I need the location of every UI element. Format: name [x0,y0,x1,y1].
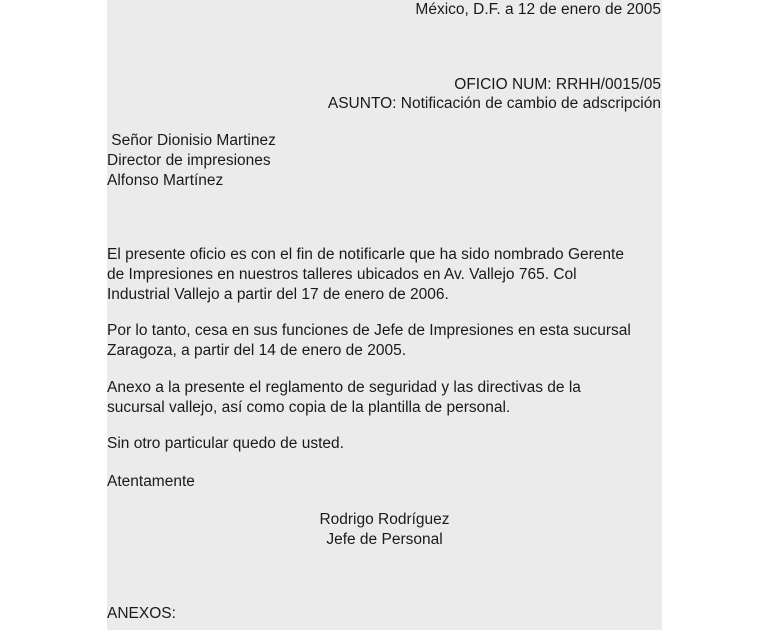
body-paragraph-3 [107,378,662,418]
body-paragraph-2 [107,321,662,361]
paragraph-line: de Impresiones en nuestros talleres ubicados en Av. Vallejo 765. Col [107,266,577,283]
body-paragraph-1 [107,245,662,305]
asunto-subject: ASUNTO: Notificación de cambio de adscripción [327,95,661,112]
paragraph-line: Por lo tanto, cesa en sus funciones de Jefe de Impresiones en esta sucursal [107,322,631,339]
oficio-number: OFICIO NUM: RRHH/0015/05 [454,76,661,93]
paragraph-line: Zaragoza, a partir del 14 de enero de 2005. [107,342,407,359]
closing: Atentamente [107,473,195,490]
signature-name: Rodrigo Rodríguez [319,511,450,528]
recipient-name: Señor Dionisio Martinez [107,132,276,149]
signature-title: Jefe de Personal [326,531,443,548]
letter-page [107,0,662,630]
paragraph-line: sucursal vallejo, así como copia de la plantilla de personal. [107,399,511,416]
recipient-position: Director de impresiones [107,152,271,169]
place-date: México, D.F. a 12 de enero de 2005 [415,1,661,18]
paragraph-line: El presente oficio es con el fin de notificarle que ha sido nombrado Gerente [107,246,624,263]
body-paragraph-4: Sin otro particular quedo de usted. [107,435,344,452]
recipient-line3: Alfonso Martínez [107,172,224,189]
paragraph-line: Industrial Vallejo a partir del 17 de enero de 2006. [107,286,449,303]
anexos-label: ANEXOS: [107,605,176,622]
paragraph-line: Anexo a la presente el reglamento de seguridad y las directivas de la [107,379,581,396]
